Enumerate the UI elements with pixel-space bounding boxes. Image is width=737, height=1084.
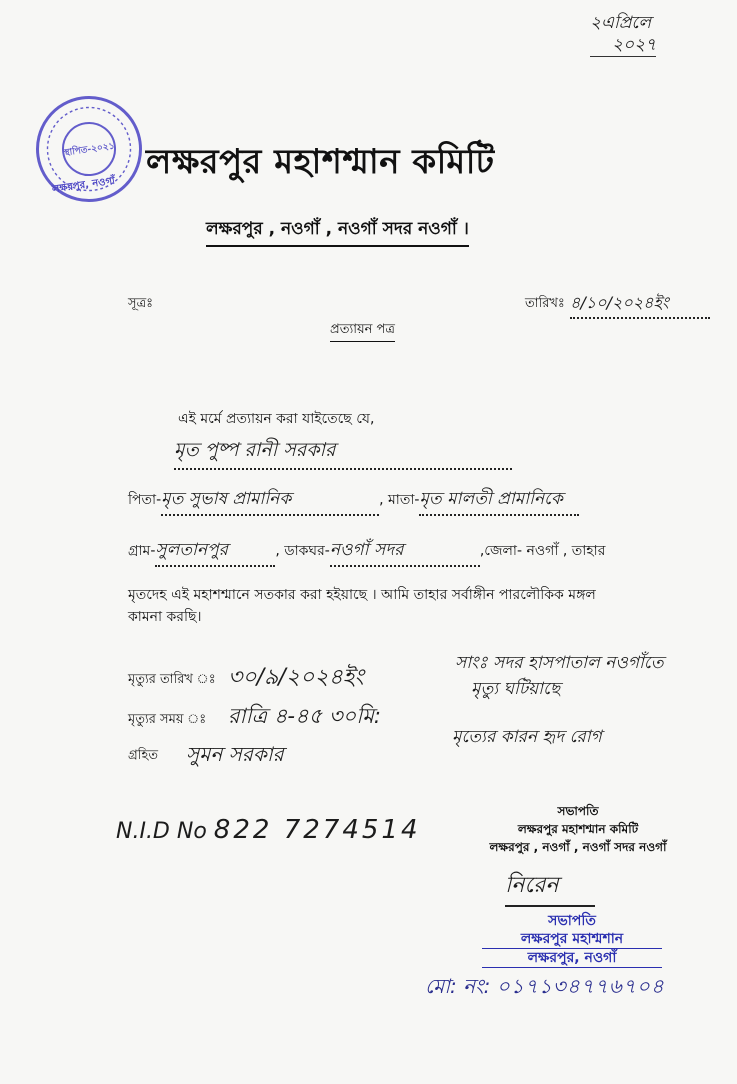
address-row bbox=[128, 537, 605, 567]
village-label: গ্রাম- bbox=[128, 543, 156, 559]
statement bbox=[128, 584, 596, 628]
village-value: সুলতানপুর bbox=[155, 537, 275, 567]
nid-label: N.I.D No bbox=[116, 819, 207, 844]
death-place-note bbox=[455, 650, 664, 702]
deceased-name: মৃত পুষ্প রানী সরকার bbox=[174, 436, 512, 470]
death-date-value: ৩০/৯/২০২৪ইং bbox=[228, 665, 364, 690]
signature-address: লক্ষরপুর , নওগাঁ , নওগাঁ সদর নওগাঁ bbox=[489, 840, 667, 854]
president-stamp bbox=[482, 912, 662, 968]
death-time-value: রাত্রি ৪-৪৫ ৩০মি: bbox=[228, 704, 381, 728]
post-label: , ডাকঘর- bbox=[275, 543, 330, 559]
receiver-label: গ্রহিত bbox=[128, 748, 159, 763]
death-place-line2: মৃত্যু ঘটিয়াছে bbox=[471, 679, 561, 699]
corner-note bbox=[590, 12, 656, 57]
stamp-role: সভাপতি bbox=[548, 913, 596, 929]
date-value: ৪/১০/২০২৪ইং bbox=[570, 290, 710, 319]
statement-line1: মৃতদেহ এই মহাশশ্মানে সতকার করা হইয়াছে । আমি তাহার সর্বাঙ্গীন পারলৌকিক মঙ্গল bbox=[128, 587, 596, 603]
mobile-value: ০১৭১৩৪৭৭৬৭০৪ bbox=[496, 974, 665, 998]
district-text: ,জেলা- নওগাঁ , তাহার bbox=[479, 543, 606, 559]
nid-row bbox=[116, 815, 420, 845]
signature-role: সভাপতি bbox=[557, 804, 599, 818]
death-date-label: মৃত্যুর তারিখ ঃ bbox=[128, 672, 216, 687]
death-time-label: মৃত্যুর সময় ঃ bbox=[128, 712, 207, 727]
stamp-committee: লক্ষরপুর মহাশ্মশান bbox=[482, 930, 662, 949]
stamp-place: লক্ষরপুর, নওগাঁ bbox=[482, 949, 662, 968]
signature-block bbox=[468, 802, 688, 856]
mobile-row bbox=[425, 972, 665, 1005]
mother-value: মৃত মালতী প্রামানিকে bbox=[419, 486, 579, 516]
father-value: মৃত সুভাষ প্রামানিক bbox=[161, 486, 379, 516]
corner-note-line2: ২০২৭ bbox=[590, 34, 656, 57]
death-place-line1: সাংঃ সদর হাসপাতাল নওগাঁতে bbox=[455, 653, 664, 673]
mother-label: , মাতা- bbox=[379, 492, 420, 508]
nid-value: 822 7274514 bbox=[213, 815, 421, 845]
date-label: তারিখঃ bbox=[525, 296, 565, 311]
statement-line2: কামনা করছি। bbox=[128, 609, 202, 625]
intro-text: এই মর্মে প্রত্যায়ন করা যাইতেছে যে, bbox=[178, 411, 375, 427]
seal-text: লক্ষরপুর, নওগাঁ bbox=[51, 175, 116, 196]
death-cause-note: মৃত্যের কারন হৃদ রোগ bbox=[452, 727, 602, 747]
corner-note-line1: ২এপ্রিলে bbox=[590, 13, 652, 33]
signature: নিরেন bbox=[505, 868, 595, 907]
receiver-value: সুমন সরকার bbox=[186, 742, 284, 766]
mobile-label: মো: নং: bbox=[425, 974, 491, 998]
seal-inner: স্থাপিত-২০২১ bbox=[59, 119, 120, 180]
father-label: পিতা- bbox=[128, 492, 162, 508]
header-address: লক্ষরপুর , নওগাঁ , নওগাঁ সদর নওগাঁ । bbox=[206, 216, 469, 247]
document-title: প্রত্যায়ন পত্র bbox=[330, 320, 395, 342]
reference-label: সূত্রঃ bbox=[128, 296, 154, 311]
signature-committee: লক্ষরপুর মহাশশ্মান কমিটি bbox=[517, 822, 639, 836]
father-row bbox=[128, 486, 579, 516]
post-value: নওগাঁ সদর bbox=[330, 537, 480, 567]
page-title: লক্ষরপুর মহাশশ্মান কমিটি bbox=[146, 142, 495, 182]
